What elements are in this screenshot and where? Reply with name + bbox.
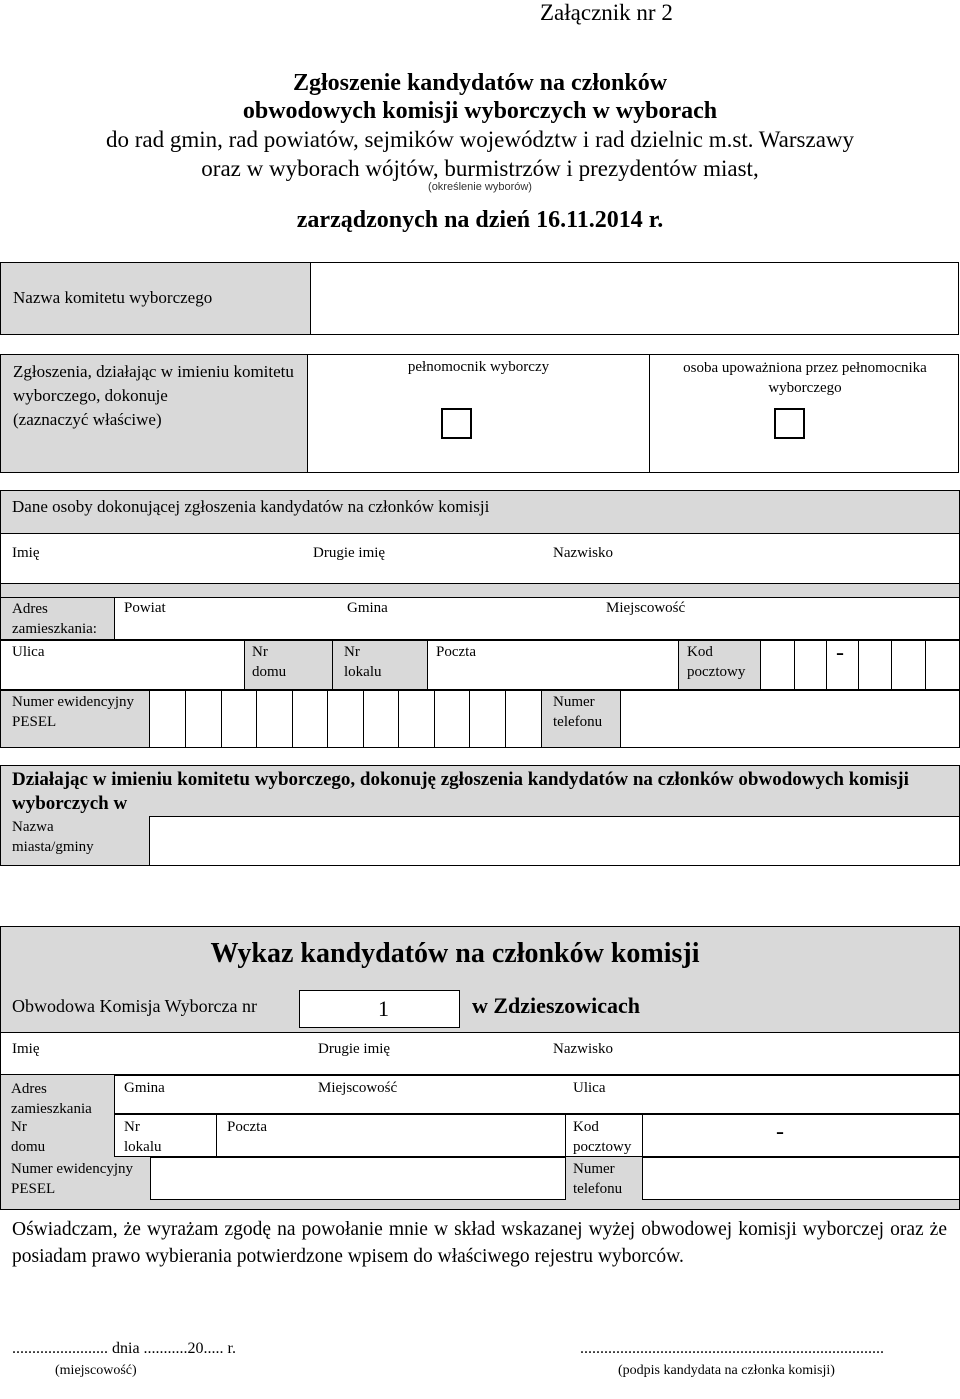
candidate-miejscowosc-label: Miejscowość <box>318 1080 398 1096</box>
candidate-nr-lokalu-label: Nr lokalu <box>124 1119 162 1155</box>
submitter-pesel-label: Numer ewidencyjny PESEL <box>12 694 135 730</box>
pesel-divider-8 <box>434 690 435 748</box>
pesel-divider-10 <box>505 690 506 748</box>
submitter-kod-dash: - <box>836 640 844 666</box>
commission-label: Obwodowa Komisja Wyborcza nr <box>12 996 258 1016</box>
candidate-drugie-imie-label: Drugie imię <box>318 1041 391 1057</box>
submitter-miejscowosc-label: Miejscowość <box>606 600 686 616</box>
acting-label <box>13 360 303 432</box>
candidate-poczta-cell <box>216 1114 566 1157</box>
pesel-divider-5 <box>327 690 328 748</box>
candidate-kod-label: Kod pocztowy <box>573 1119 632 1155</box>
submitter-nr-lokalu-cell <box>332 640 428 690</box>
signature-dots: ............................................................................ <box>580 1340 884 1357</box>
candidate-ulica-label: Ulica <box>573 1080 606 1096</box>
commission-number-field[interactable] <box>299 990 460 1028</box>
submitter-adres-cell <box>0 597 115 640</box>
candidate-pesel-label: Numer ewidencyjny PESEL <box>11 1161 134 1197</box>
candidate-nazwisko-label: Nazwisko <box>553 1041 613 1057</box>
title-note: (określenie wyborów) <box>428 181 532 193</box>
candidate-imie-label: Imię <box>12 1041 40 1057</box>
commission-number: 1 <box>378 996 389 1021</box>
declaration-city-label: Nazwa miasta/gminy <box>12 819 94 855</box>
pesel-divider-6 <box>363 690 364 748</box>
submitter-telefon-label: Numer telefonu <box>553 694 603 730</box>
acting-label-note: (zaznaczyć właściwe) <box>13 410 162 429</box>
submitter-kod-cell <box>678 640 761 690</box>
candidate-poczta-label: Poczta <box>227 1119 267 1135</box>
pesel-divider-1 <box>185 690 186 748</box>
candidate-kod-field[interactable] <box>642 1114 960 1157</box>
submitter-poczta-label: Poczta <box>436 644 476 660</box>
candidate-pesel-field[interactable] <box>150 1157 566 1200</box>
submitter-names-row <box>0 533 960 584</box>
candidate-address-row-1 <box>114 1075 960 1114</box>
submitter-nr-lokalu-label: Nr lokalu <box>344 644 382 680</box>
candidate-telefon-label: Numer telefonu <box>573 1161 623 1197</box>
candidate-nr-domu-label: Nr domu <box>11 1119 46 1155</box>
pesel-divider-7 <box>398 690 399 748</box>
submitter-kod-divider-3 <box>858 640 859 690</box>
submitter-powiat-label: Powiat <box>124 600 166 616</box>
title-line-3: do rad gmin, rad powiatów, sejmików województw i rad dzielnic m.st. Warszawy <box>105 127 855 152</box>
submitter-nr-domu-cell <box>244 640 333 690</box>
submitter-address-row-1 <box>114 597 960 640</box>
submitter-kod-divider-1 <box>794 640 795 690</box>
pesel-divider-2 <box>221 690 222 748</box>
acting-option-1-cell <box>307 354 650 473</box>
candidate-names-row <box>0 1032 960 1075</box>
submitter-nr-domu-label: Nr domu <box>252 644 287 680</box>
submitter-kod-label: Kod pocztowy <box>687 644 746 680</box>
submitter-drugie-imie-label: Drugie imię <box>313 545 386 561</box>
submitter-kod-divider-4 <box>891 640 892 690</box>
signature-place-date: ........................ dnia ...........20..... r. <box>12 1340 236 1357</box>
title-line-4: oraz w wyborach wójtów, burmistrzów i prezydentów miast, <box>201 156 759 181</box>
acting-label-cell <box>0 354 308 473</box>
acting-option-2-checkbox[interactable] <box>774 408 805 439</box>
annex-label: Załącznik nr 2 <box>540 0 673 25</box>
declaration-city-field[interactable] <box>149 816 960 866</box>
committee-label: Nazwa komitetu wyborczego <box>13 288 213 307</box>
submitter-telefon-cell <box>541 690 621 748</box>
declaration-title: Działając w imieniu komitetu wyborczego, dokonuję zgłoszenia kandydatów na członków obwodowych komisji wyborczych w <box>12 769 909 814</box>
title-date-line: zarządzonych na dzień 16.11.2014 r. <box>296 207 664 233</box>
committee-name-field[interactable] <box>310 262 959 335</box>
acting-option-1-checkbox[interactable] <box>441 408 472 439</box>
title-line-1: Zgłoszenie kandydatów na członków <box>292 70 668 96</box>
committee-label-cell <box>0 262 311 335</box>
pesel-divider-9 <box>469 690 470 748</box>
signature-caption: (podpis kandydata na członka komisji) <box>618 1363 835 1378</box>
candidate-gmina-label: Gmina <box>124 1080 165 1096</box>
submitter-section-title: Dane osoby dokonującej zgłoszenia kandydatów na członków komisji <box>12 497 490 516</box>
submitter-address-row-2 <box>0 640 960 690</box>
candidate-adres-label: Adres zamieszkania <box>11 1081 92 1117</box>
submitter-gmina-label: Gmina <box>347 600 388 616</box>
acting-option-1-label: pełnomocnik wyborczy <box>407 359 550 375</box>
submitter-imie-label: Imię <box>12 545 40 561</box>
submitter-nazwisko-label: Nazwisko <box>553 545 613 561</box>
submitter-kod-divider-2 <box>826 640 827 690</box>
acting-option-2-label: osoba upoważniona przez pełnomocnika wyborczego <box>683 360 927 396</box>
list-title: Wykaz kandydatów na członków komisji <box>210 938 700 969</box>
candidate-telefon-field[interactable] <box>642 1157 960 1200</box>
submitter-kod-divider-5 <box>925 640 926 690</box>
title-line-2: obwodowych komisji wyborczych w wyborach <box>242 98 718 124</box>
candidate-kod-dash: - <box>776 1119 784 1145</box>
acting-label-bold: Zgłoszenia, działając w imieniu komitetu wyborczego, dokonuje <box>13 362 294 405</box>
commission-place: w Zdzieszowicach <box>472 993 641 1018</box>
submitter-pesel-cell <box>0 690 150 748</box>
pesel-divider-3 <box>256 690 257 748</box>
consent-text: Oświadczam, że wyrażam zgodę na powołanie mnie w skład wskazanej wyżej obwodowej komisji wyborczej oraz że posiadam prawo wybierania potwierdzone wpisem do właściwego rejestru wyborców. <box>12 1219 947 1267</box>
submitter-ulica-label: Ulica <box>12 644 45 660</box>
submitter-adres-label: Adres zamieszkania: <box>12 601 97 637</box>
signature-place-caption: (miejscowość) <box>55 1363 137 1378</box>
pesel-divider-4 <box>292 690 293 748</box>
